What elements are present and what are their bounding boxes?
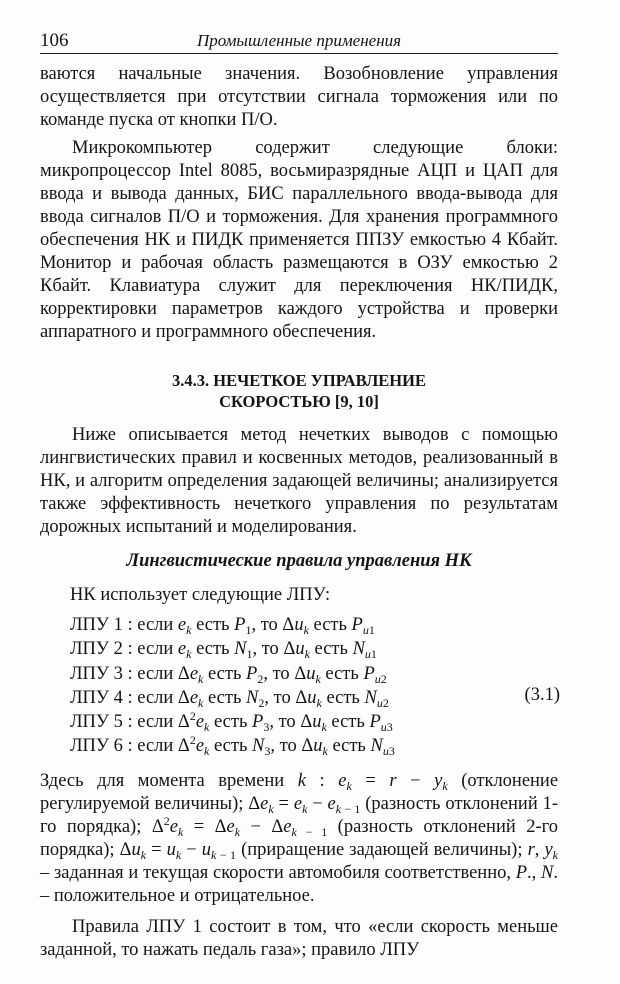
rule-4: ЛПУ 4 : если $\Delta e_k$ есть $N_2$, то $\Delta u_k$ есть $N_{u2}$ — [70, 687, 389, 710]
running-title: Промышленные применения — [196, 31, 402, 50]
rule-2: ЛПУ 2 : если $e_k$ есть $N_1$, то $\Delta u_k$ есть $N_{u1}$ — [70, 639, 377, 662]
rule-3: ЛПУ 3 : если $\Delta e_k$ есть $P_2$, то $\Delta u_k$ есть $P_{u2}$ — [70, 663, 387, 686]
equation-number: (3.1) — [524, 685, 560, 705]
rule-list — [70, 613, 560, 759]
page-header — [40, 30, 558, 52]
paragraph-continuation: ваются начальные значения. Возобновление управления осуществляется при отсутствии сигнала торможения или по команде пуска от кнопки П/О. — [40, 64, 558, 130]
paragraph-microcomputer: Микрокомпьютер содержит следующие блоки: микропроцессор Intel 8085, восьмиразрядные АЦП и ЦАП для ввода и вывода данных, БИС параллельного ввода-вывода для ввода сигналов П/О и торможения. Для хранения программного обеспечения НК и ПИДК применяется ППЗУ емкостью 4 Кбайт. Монитор и рабочая область размещаются в ОЗУ емкостью 2 Кбайт. Клавиатура служит для переключения НК/ПИДК, корректировки параметров каждого устройства и проверки аппаратного и программного обеспечения. — [40, 138, 558, 342]
rule-5: ЛПУ 5 : если $\Delta^2e_k$ есть $P_3$, то $\Delta u_k$ есть $P_{u3}$ — [70, 709, 393, 735]
header-rule — [40, 53, 558, 54]
section-heading-line1: 3.4.3. НЕЧЕТКОЕ УПРАВЛЕНИЕ — [172, 371, 426, 390]
section-heading-line2: СКОРОСТЬЮ [9, 10] — [219, 392, 379, 411]
subsection-heading: Лингвистические правила управления НК — [126, 551, 472, 571]
rule-6: ЛПУ 6 : если $\Delta^2e_k$ есть $N_3$, то $\Delta u_k$ есть $N_{u3}$ — [70, 733, 395, 759]
paragraph-rules-intro: НК использует следующие ЛПУ: — [70, 585, 331, 605]
paragraph-intro: Ниже описывается метод нечетких выводов с помощью лингвистических правил и косвенных методов, реализованный в НК, и алгоритм определения задающей величины; анализируется также эффективность нечеткого управления по результатам дорожных испытаний и моделирования. — [40, 425, 558, 537]
section-heading — [40, 370, 558, 412]
rule-1: ЛПУ 1 : если $e_k$ есть $P_1$, то $\Delta u_k$ есть $P_{u1}$ — [70, 615, 375, 637]
paragraph-explanation: Здесь для момента времени k : $e_k = r - y_k$ (отклонение регулируемой величины); $\Delta e_k = e_k - e_{k - 1}$ (разность отклонений 1-го порядка); $\Delta^2e_k = \Delta e_k - \Delta e_{k - 1}$ (разность отклонений 2-го порядка); $\Delta u_k = u_k - u_{k - 1}$ (приращение задающей величины); r, $y_k$ – заданная и текущая скорости автомобиля соответственно, P., N. – положительное и отрицательное. — [40, 771, 559, 906]
paragraph-final: Правила ЛПУ 1 состоит в том, что «если скорость меньше заданной, то нажать педаль газа»; правило ЛПУ — [40, 917, 558, 960]
page-number: 106 — [40, 30, 69, 51]
